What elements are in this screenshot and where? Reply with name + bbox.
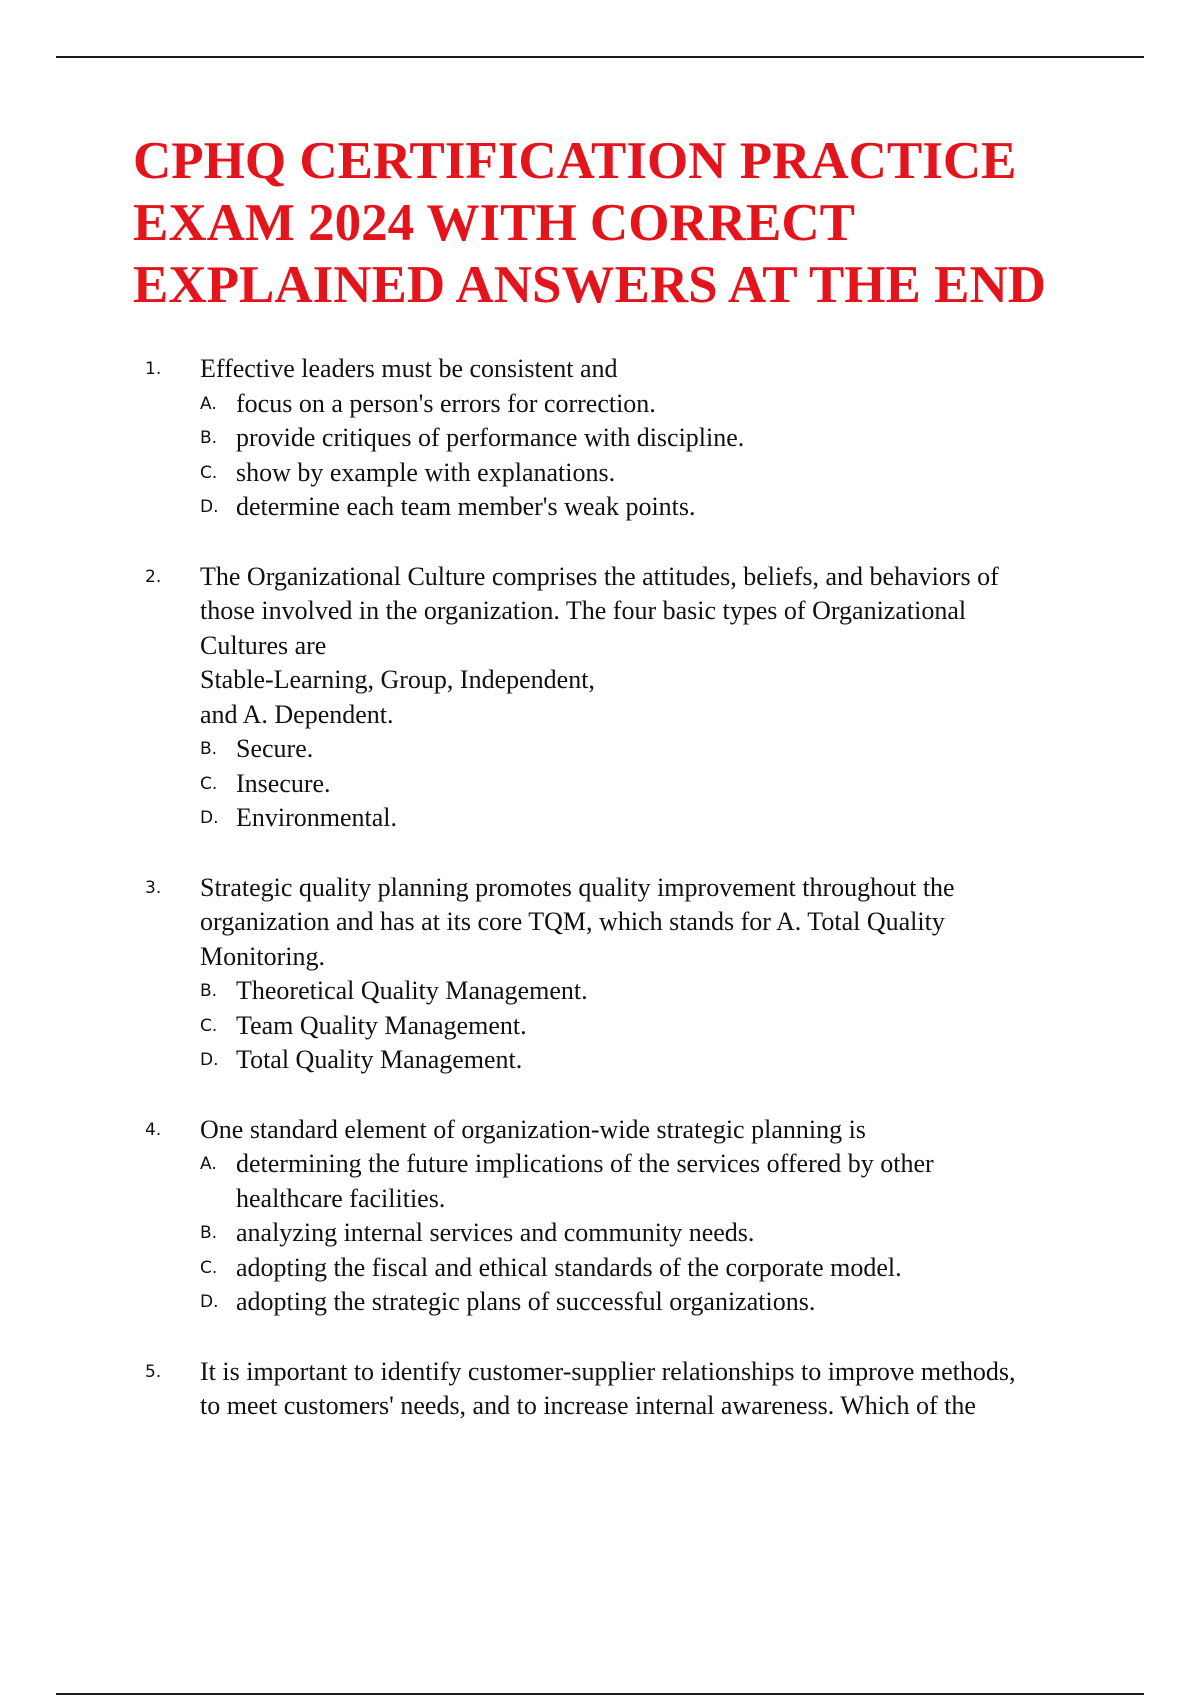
option-text-line: provide critiques of performance with discipline.: [236, 423, 745, 452]
question-text-line: Cultures are: [200, 630, 327, 660]
option-letter: D.: [200, 1050, 219, 1070]
question-3: [0, 871, 1200, 1078]
option-text-line: focus on a person's errors for correction.: [236, 388, 656, 418]
question-5: [0, 1355, 1200, 1424]
option-letter: B.: [200, 981, 218, 1001]
answer-option: [200, 1043, 1116, 1078]
bottom-rule: [56, 1693, 1144, 1695]
option-text-line: adopting the fiscal and ethical standards of the corporate model.: [236, 1252, 902, 1282]
question-number: 4.: [145, 1119, 162, 1140]
option-text-line: Environmental.: [236, 803, 398, 832]
answer-option: [200, 421, 1116, 456]
option-text-line: Theoretical Quality Management.: [236, 976, 588, 1005]
title-line: EXPLAINED ANSWERS AT THE END: [133, 256, 1047, 314]
option-text-line: analyzing internal services and community needs.: [236, 1218, 755, 1247]
option-text: [236, 1147, 1116, 1216]
option-letter: B.: [200, 739, 218, 759]
answer-option: [200, 1009, 1116, 1044]
question-text: [200, 1113, 1100, 1148]
question-text-line: One standard element of organization-wide strategic planning is: [200, 1114, 866, 1144]
option-text-line: Insecure.: [236, 768, 331, 798]
option-letter: D.: [200, 1292, 219, 1312]
question-text-line: and A. Dependent.: [200, 699, 394, 729]
option-letter: B.: [200, 1223, 218, 1243]
question-number: 2.: [145, 566, 162, 587]
option-text: [236, 974, 1116, 1009]
question-text-line: The Organizational Culture comprises the attitudes, beliefs, and behaviors of: [200, 561, 999, 591]
option-text-line: healthcare facilities.: [236, 1183, 446, 1213]
question-text-line: Effective leaders must be consistent and: [200, 354, 618, 383]
answer-option: [200, 974, 1116, 1009]
option-text: [236, 1251, 1116, 1286]
option-letter: A.: [200, 393, 217, 414]
document-title: [133, 130, 1133, 316]
question-number: 1.: [145, 359, 162, 379]
option-text-line: Secure.: [236, 734, 314, 763]
answer-option: [200, 456, 1116, 491]
question-text: [200, 871, 1100, 975]
option-text: [236, 1009, 1116, 1044]
answer-option: [200, 387, 1116, 422]
question-number: 3.: [145, 877, 162, 898]
answer-option: [200, 732, 1116, 767]
answer-option: [200, 801, 1116, 836]
option-text: [236, 421, 1116, 456]
option-letter: A.: [200, 1154, 217, 1174]
question-text-line: those involved in the organization. The four basic types of Organizational: [200, 596, 967, 625]
option-text-line: show by example with explanations.: [236, 457, 616, 487]
question-text-line: Strategic quality planning promotes quality improvement throughout the: [200, 872, 955, 902]
title-line: EXAM 2024 WITH CORRECT: [133, 194, 855, 252]
question-text: [200, 352, 1100, 387]
answer-option: [200, 1147, 1116, 1216]
option-text: [236, 490, 1116, 525]
option-letter: D.: [200, 497, 219, 517]
question-2: [0, 560, 1200, 836]
option-text: [236, 1216, 1116, 1251]
top-rule: [56, 56, 1144, 58]
question-4: [0, 1113, 1200, 1320]
option-text-line: Team Quality Management.: [236, 1010, 527, 1040]
option-text-line: adopting the strategic plans of successful organizations.: [236, 1287, 816, 1316]
title-line: CPHQ CERTIFICATION PRACTICE: [133, 132, 1017, 190]
option-letter: C.: [200, 462, 218, 483]
question-text: [200, 1355, 1100, 1424]
question-text: [200, 560, 1100, 733]
answer-option: [200, 490, 1116, 525]
answer-option: [200, 1285, 1116, 1320]
question-text-line: to meet customers' needs, and to increase internal awareness. Which of the: [200, 1391, 976, 1420]
option-text: [236, 732, 1116, 767]
question-list: [0, 352, 1200, 1459]
option-text: [236, 767, 1116, 802]
answer-option: [200, 1251, 1116, 1286]
option-text: [236, 1043, 1116, 1078]
option-text-line: determine each team member's weak points.: [236, 492, 696, 521]
option-text: [236, 456, 1116, 491]
option-text: [236, 1285, 1116, 1320]
option-letter: C.: [200, 1015, 218, 1036]
question-text-line: It is important to identify customer-supplier relationships to improve methods,: [200, 1356, 1016, 1386]
option-text-line: Total Quality Management.: [236, 1045, 523, 1074]
answer-option: [200, 767, 1116, 802]
question-text-line: organization and has at its core TQM, which stands for A. Total Quality: [200, 907, 945, 936]
answer-option: [200, 1216, 1116, 1251]
question-number: 5.: [145, 1361, 162, 1382]
option-letter: C.: [200, 773, 218, 794]
question-text-line: Stable-Learning, Group, Independent,: [200, 665, 595, 694]
option-text: [236, 387, 1116, 422]
question-text-line: Monitoring.: [200, 941, 325, 971]
option-text: [236, 801, 1116, 836]
option-letter: C.: [200, 1257, 218, 1278]
option-letter: B.: [200, 428, 218, 448]
question-1: [0, 352, 1200, 525]
option-text-line: determining the future implications of the services offered by other: [236, 1149, 934, 1178]
option-letter: D.: [200, 808, 219, 828]
